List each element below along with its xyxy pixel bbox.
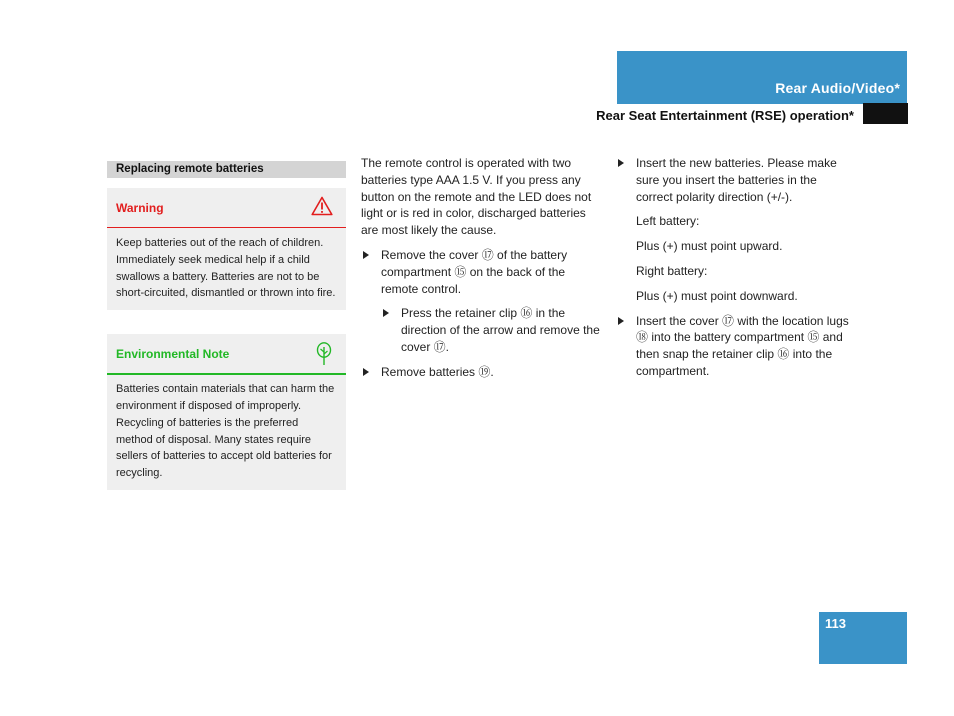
black-tab-marker [863,103,908,124]
column-middle [361,155,601,389]
section-heading: Replacing remote batteries [107,161,346,178]
step-text: Insert the new batteries. Please make sure you insert the batteries in the correct polarity direction (+/-). [636,156,837,204]
left-battery-label: Left battery: [636,214,700,229]
warning-title: Warning [116,201,164,215]
tree-icon [315,342,333,371]
section-title: Rear Audio/Video* [775,80,900,96]
bullet-arrow-icon [363,368,369,376]
subsection-title: Rear Seat Entertainment (RSE) operation* [596,108,854,123]
bullet-arrow-icon [618,159,624,167]
list-item [616,155,854,205]
list-item [361,364,601,381]
list-item [381,305,601,355]
right-battery-label: Right battery: [636,263,708,278]
left-battery-text: Plus (+) must point upward. [636,239,783,254]
environmental-note-title: Environmental Note [116,347,230,362]
bullet-arrow-icon [363,251,369,259]
list-item [361,247,601,297]
warning-box [107,188,346,310]
list-item [616,313,854,380]
step-text: Remove batteries ⑲. [381,364,494,379]
right-battery-text: Plus (+) must point downward. [636,288,798,303]
step-text: Insert the cover ⑰ with the location lugs ⑱ into the battery compartment ⑮ and then snap the retainer clip ⑯ into the compartment. [636,313,849,378]
environmental-note-box [107,334,346,490]
step-text: Press the retainer clip ⑯ in the direction of the arrow and remove the cover ⑰. [401,306,600,354]
warning-triangle-icon [311,196,333,221]
environmental-note-header [107,334,346,375]
warning-header [107,188,346,228]
warning-text: Keep batteries out of the reach of children. Immediately seek medical help if a child swallows a battery. Batteries are not to be short-circuited, dismantled or thrown into fire. [116,237,336,300]
section-tab [617,51,907,104]
step-text: Remove the cover ⑰ of the battery compartment ⑮ on the back of the remote control. [381,247,568,296]
page-number: 113 [825,616,846,631]
page-number-box [819,612,907,664]
column-right [616,155,854,388]
bullet-arrow-icon [618,317,624,325]
column-left [107,161,346,490]
intro-paragraph: The remote control is operated with two batteries type AAA 1.5 V. If you press any button on the remote and the LED does not light or is red in color, discharged batteries are most likely the cause. [361,156,592,238]
bullet-arrow-icon [383,309,389,317]
environmental-note-text: Batteries contain materials that can harm the environment if disposed of improperly. Recycling of batteries is the preferred method of disposal. Many states require sellers of batteries to accept old batteries for recycling. [116,383,335,480]
